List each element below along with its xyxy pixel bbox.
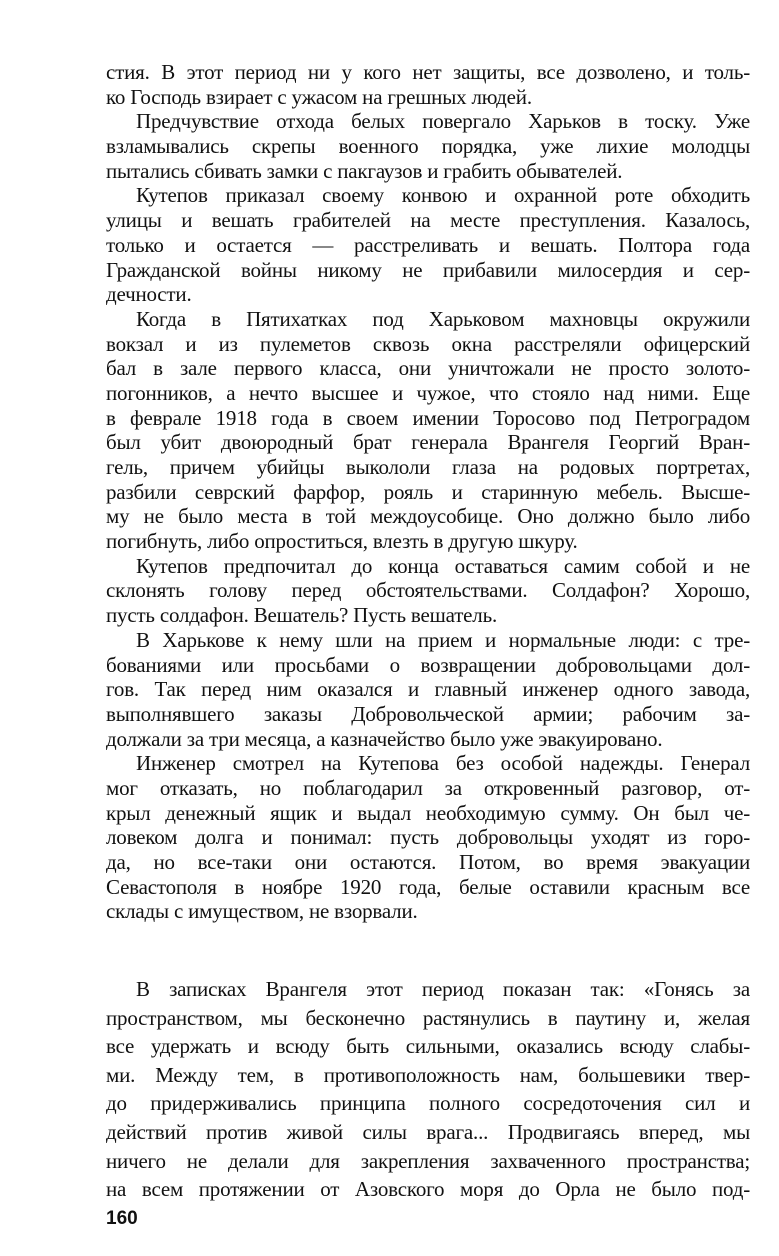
paragraph xyxy=(106,975,750,1204)
text-line: Кутепов приказал своему конвою и охранной роте обходить xyxy=(136,183,750,208)
text-line: Предчувствие отхода белых повергало Харьков в тоску. Уже xyxy=(136,109,750,134)
text-line: крыл денежный ящик и выдал необходимую сумму. Он был че- xyxy=(106,800,750,825)
text-line: только и остается — расстреливать и вешать. Полтора года xyxy=(106,232,750,257)
text-line: склонять голову перед обстоятельствами. Солдафон? Хорошо, xyxy=(106,578,750,603)
text-line: действий против живой силы врага... Продвигаясь вперед, мы xyxy=(106,1119,750,1144)
text-line: В записках Врангеля этот период показан так: «Гонясь за xyxy=(136,977,750,1001)
text-line: погонников, а нечто высшее и чужое, что стояло над ними. Еще xyxy=(106,380,750,405)
paragraph xyxy=(106,751,750,924)
paragraph xyxy=(106,554,750,628)
text-line: гов. Так перед ним оказался и главный инженер одного завода, xyxy=(106,677,750,702)
text-line: ничего не делали для закрепления захваченного пространства; xyxy=(106,1148,750,1173)
text-line: вокзал и из пулеметов сквозь окна расстреляли офицерский xyxy=(106,331,750,356)
text-line: пусть солдафон. Вешатель? Пусть вешатель. xyxy=(106,603,497,628)
text-line: разбили севрский фарфор, рояль и старинную мебель. Высше- xyxy=(106,479,750,504)
text-line: мог отказать, но поблагодарил за откровенный разговор, от- xyxy=(106,775,750,800)
text-line: улицы и вешать грабителей на месте преступления. Казалось, xyxy=(106,208,750,233)
text-line: да, но все-таки они остаются. Потом, во время эвакуации xyxy=(106,850,750,874)
paragraph xyxy=(106,628,750,751)
text-line: пытались сбивать замки с пакгаузов и грабить обывателей. xyxy=(106,158,623,183)
text-line: выполнявшего заказы Добровольческой армии; рабочим за- xyxy=(106,701,750,726)
text-line: в феврале 1918 года в своем имении Торосово под Петроградом xyxy=(106,405,750,430)
page-number: 160 xyxy=(106,1208,138,1229)
text-line: гель, причем убийцы выкололи глаза на родовых портретах, xyxy=(106,455,750,479)
text-line: Когда в Пятихатках под Харьковом махновцы окружили xyxy=(136,306,750,331)
text-line: стия. В этот период ни у кого нет защиты, все дозволено, и толь- xyxy=(106,60,750,84)
text-line: Инженер смотрел на Кутепова без особой надежды. Генерал xyxy=(136,751,750,776)
paragraph xyxy=(106,183,750,306)
text-line: должали за три месяца, а казначейство было уже эвакуировано. xyxy=(106,726,663,751)
text-line: взламывались скрепы военного порядка, уже лихие молодцы xyxy=(106,134,750,159)
text-line: дечности. xyxy=(106,282,192,307)
text-line: Кутепов предпочитал до конца оставаться самим собой и не xyxy=(136,553,750,578)
text-line: бал в зале первого класса, они уничтожали не просто золото- xyxy=(106,356,750,381)
text-line: му не было места в той междоусобице. Оно должно было либо xyxy=(106,504,750,529)
text-line: пространством, мы бесконечно растянулись в паутину и, желая xyxy=(106,1005,750,1030)
paragraph xyxy=(106,307,750,554)
text-line: склады с имуществом, не взорвали. xyxy=(106,899,418,924)
text-line: ко Господь взирает с ужасом на грешных людей. xyxy=(106,84,532,109)
text-line: до придерживались принципа полного сосредоточения сил и xyxy=(106,1091,750,1116)
text-line: Севастополя в ноябре 1920 года, белые оставили красным все xyxy=(106,874,750,899)
text-line: был убит двоюродный брат генерала Врангеля Георгий Вран- xyxy=(106,430,750,455)
text-block-lower xyxy=(106,975,750,1204)
paragraph xyxy=(106,60,750,109)
text-line: на всем протяжении от Азовского моря до Орла не было под- xyxy=(106,1177,750,1202)
text-block-upper xyxy=(106,60,750,924)
text-line: ми. Между тем, в противоположность нам, большевики твер- xyxy=(106,1062,750,1087)
text-line: Гражданской войны никому не прибавили милосердия и сер- xyxy=(106,257,750,282)
text-line: все удержать и всюду быть сильными, оказались всюду слабы- xyxy=(106,1034,750,1059)
paragraph xyxy=(106,109,750,183)
text-line: погибнуть, либо опроститься, влезть в другую шкуру. xyxy=(106,529,578,554)
text-line: бованиями или просьбами о возвращении добровольцами дол- xyxy=(106,652,750,677)
text-line: В Харькове к нему шли на прием и нормальные люди: с тре- xyxy=(136,627,750,652)
text-line: ловеком долга и понимал: пусть добровольцы уходят из горо- xyxy=(106,825,750,850)
